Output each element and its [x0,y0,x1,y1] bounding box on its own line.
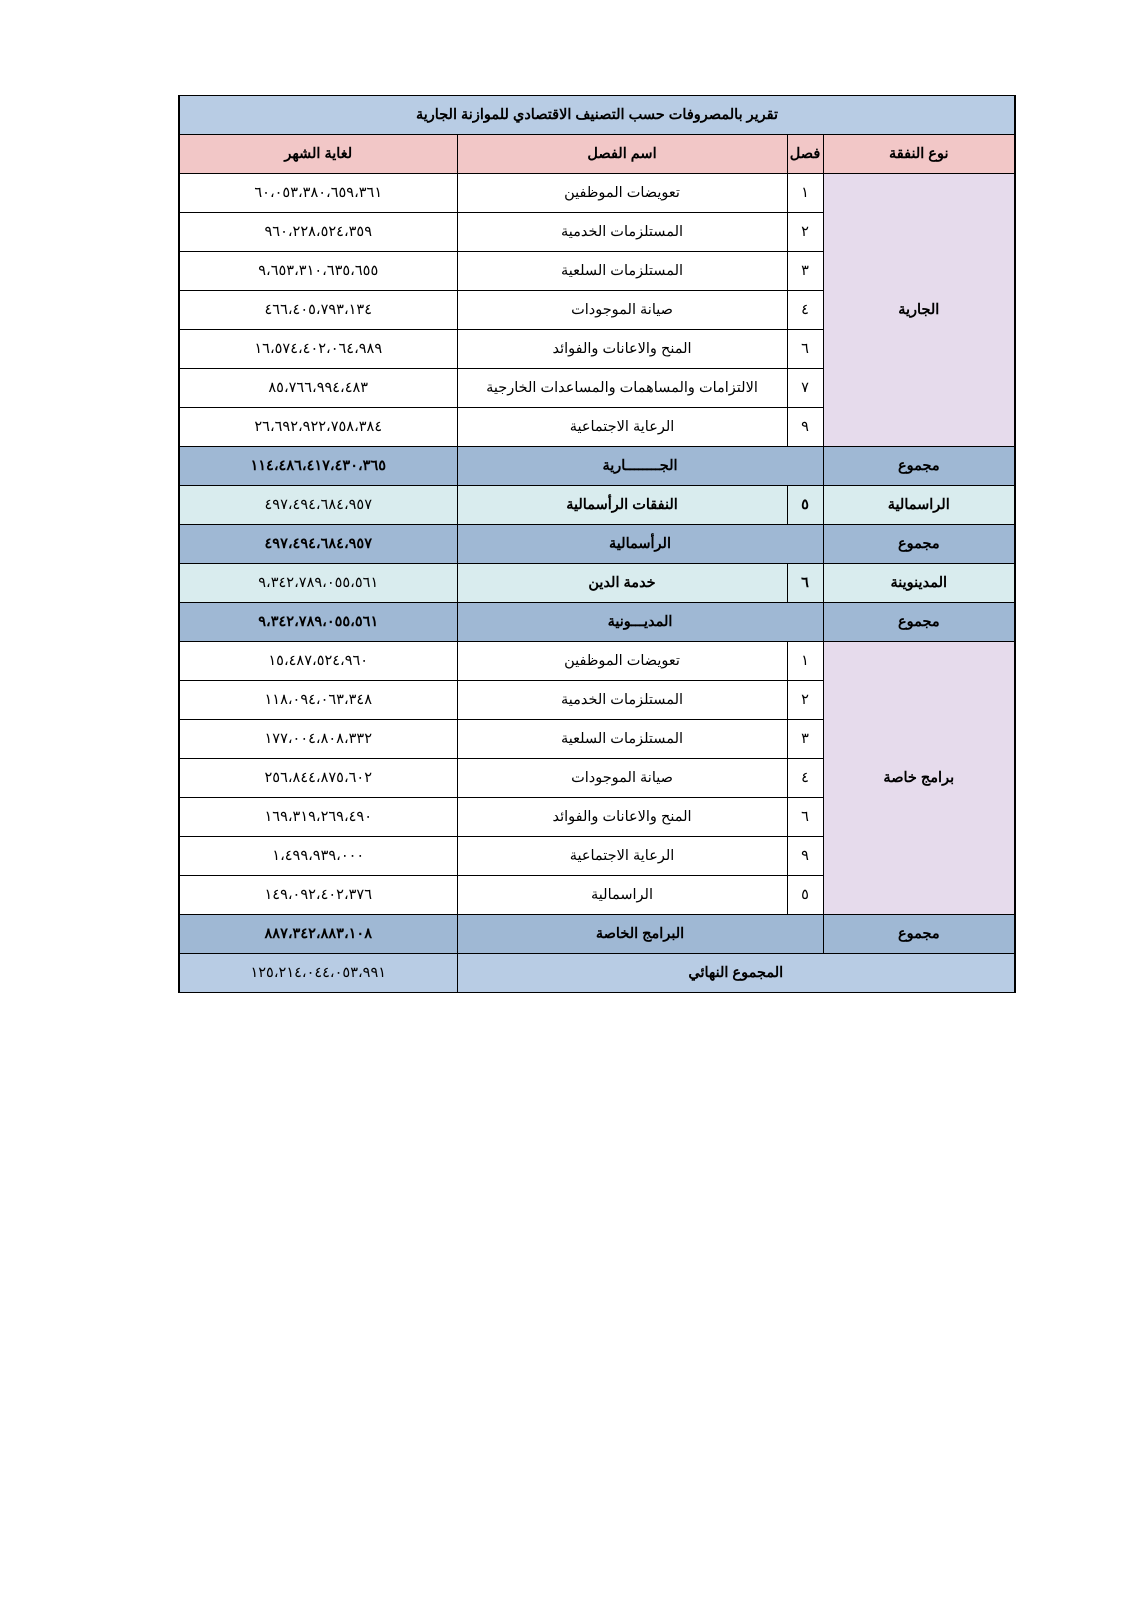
row-value: ٨٥،٧٦٦،٩٩٤،٤٨٣ [179,369,457,408]
row-value: ١٦٩،٣١٩،٢٦٩،٤٩٠ [179,798,457,837]
row-value: ١،٤٩٩،٩٣٩،٠٠٠ [179,837,457,876]
row-chapter: ٤ [787,291,823,330]
row-value: ٩٦٠،٢٢٨،٥٢٤،٣٥٩ [179,213,457,252]
table-row [179,174,1015,213]
row-value: ٦٠،٠٥٣،٣٨٠،٦٥٩،٣٦١ [179,174,457,213]
row-name: خدمة الدين [457,564,787,603]
table-row [179,642,1015,681]
row-chapter: ٩ [787,408,823,447]
grand-total-value: ١٢٥،٢١٤،٠٤٤،٠٥٣،٩٩١ [179,954,457,993]
row-name: المستلزمات الخدمية [457,213,787,252]
row-name: المستلزمات الخدمية [457,681,787,720]
row-value: ٤٦٦،٤٠٥،٧٩٣،١٣٤ [179,291,457,330]
row-chapter: ٧ [787,369,823,408]
row-value: ١٤٩،٠٩٢،٤٠٢،٣٧٦ [179,876,457,915]
row-value: ١١٨،٠٩٤،٠٦٣،٣٤٨ [179,681,457,720]
header-value: لغاية الشهر [179,135,457,174]
header-type: نوع النفقة [823,135,1015,174]
row-value: ٩،٣٤٢،٧٨٩،٠٥٥،٥٦١ [179,564,457,603]
row-chapter: ٩ [787,837,823,876]
subtotal-row-capital [179,525,1015,564]
group-label-capital: الراسمالية [823,486,1015,525]
row-value: ٢٥٦،٨٤٤،٨٧٥،٦٠٢ [179,759,457,798]
row-name: المنح والاعانات والفوائد [457,330,787,369]
row-chapter: ٦ [787,564,823,603]
subtotal-label: مجموع [823,603,1015,642]
subtotal-label: مجموع [823,915,1015,954]
subtotal-row-debt [179,603,1015,642]
table-row-capital [179,486,1015,525]
row-chapter: ٣ [787,720,823,759]
subtotal-label: مجموع [823,525,1015,564]
row-chapter: ٥ [787,876,823,915]
row-value: ١٥،٤٨٧،٥٢٤،٩٦٠ [179,642,457,681]
subtotal-row-current [179,447,1015,486]
row-chapter: ٢ [787,681,823,720]
subtotal-value: ٩،٣٤٢،٧٨٩،٠٥٥،٥٦١ [179,603,457,642]
expenditure-report-table [178,95,1016,993]
table-title-row [179,96,1015,135]
row-chapter: ٥ [787,486,823,525]
table-row-debt [179,564,1015,603]
row-name: صيانة الموجودات [457,291,787,330]
subtotal-name: البرامج الخاصة [457,915,823,954]
row-chapter: ٤ [787,759,823,798]
report-title: تقرير بالمصروفات حسب التصنيف الاقتصادي للموازنة الجارية [179,96,1015,135]
row-name: تعويضات الموظفين [457,174,787,213]
grand-total-row [179,954,1015,993]
row-value: ٢٦،٦٩٢،٩٢٢،٧٥٨،٣٨٤ [179,408,457,447]
subtotal-name: الرأسمالية [457,525,823,564]
row-chapter: ١ [787,642,823,681]
table-header-row [179,135,1015,174]
row-value: ٤٩٧،٤٩٤،٦٨٤،٩٥٧ [179,486,457,525]
subtotal-value: ١١٤،٤٨٦،٤١٧،٤٣٠،٣٦٥ [179,447,457,486]
group-label-current: الجارية [823,174,1015,447]
row-name: المستلزمات السلعية [457,252,787,291]
subtotal-name: الجــــــــارية [457,447,823,486]
row-value: ١٦،٥٧٤،٤٠٢،٠٦٤،٩٨٩ [179,330,457,369]
row-chapter: ٦ [787,798,823,837]
subtotal-value: ٨٨٧،٣٤٢،٨٨٣،١٠٨ [179,915,457,954]
subtotal-value: ٤٩٧،٤٩٤،٦٨٤،٩٥٧ [179,525,457,564]
subtotal-row-special [179,915,1015,954]
row-chapter: ٦ [787,330,823,369]
row-name: صيانة الموجودات [457,759,787,798]
row-name: الرعاية الاجتماعية [457,837,787,876]
subtotal-label: مجموع [823,447,1015,486]
row-name: المنح والاعانات والفوائد [457,798,787,837]
row-name: الراسمالية [457,876,787,915]
header-chapter: فصل [787,135,823,174]
row-value: ٩،٦٥٣،٣١٠،٦٣٥،٦٥٥ [179,252,457,291]
header-chapter-name: اسم الفصل [457,135,787,174]
group-label-debt: المدينوينة [823,564,1015,603]
row-chapter: ٢ [787,213,823,252]
row-chapter: ١ [787,174,823,213]
grand-total-label: المجموع النهائي [457,954,1015,993]
row-name: الالتزامات والمساهمات والمساعدات الخارجية [457,369,787,408]
row-name: الرعاية الاجتماعية [457,408,787,447]
subtotal-name: المديـــونية [457,603,823,642]
row-name: المستلزمات السلعية [457,720,787,759]
row-value: ١٧٧،٠٠٤،٨٠٨،٣٣٢ [179,720,457,759]
row-name: تعويضات الموظفين [457,642,787,681]
row-chapter: ٣ [787,252,823,291]
group-label-special: برامج خاصة [823,642,1015,915]
row-name: النفقات الرأسمالية [457,486,787,525]
